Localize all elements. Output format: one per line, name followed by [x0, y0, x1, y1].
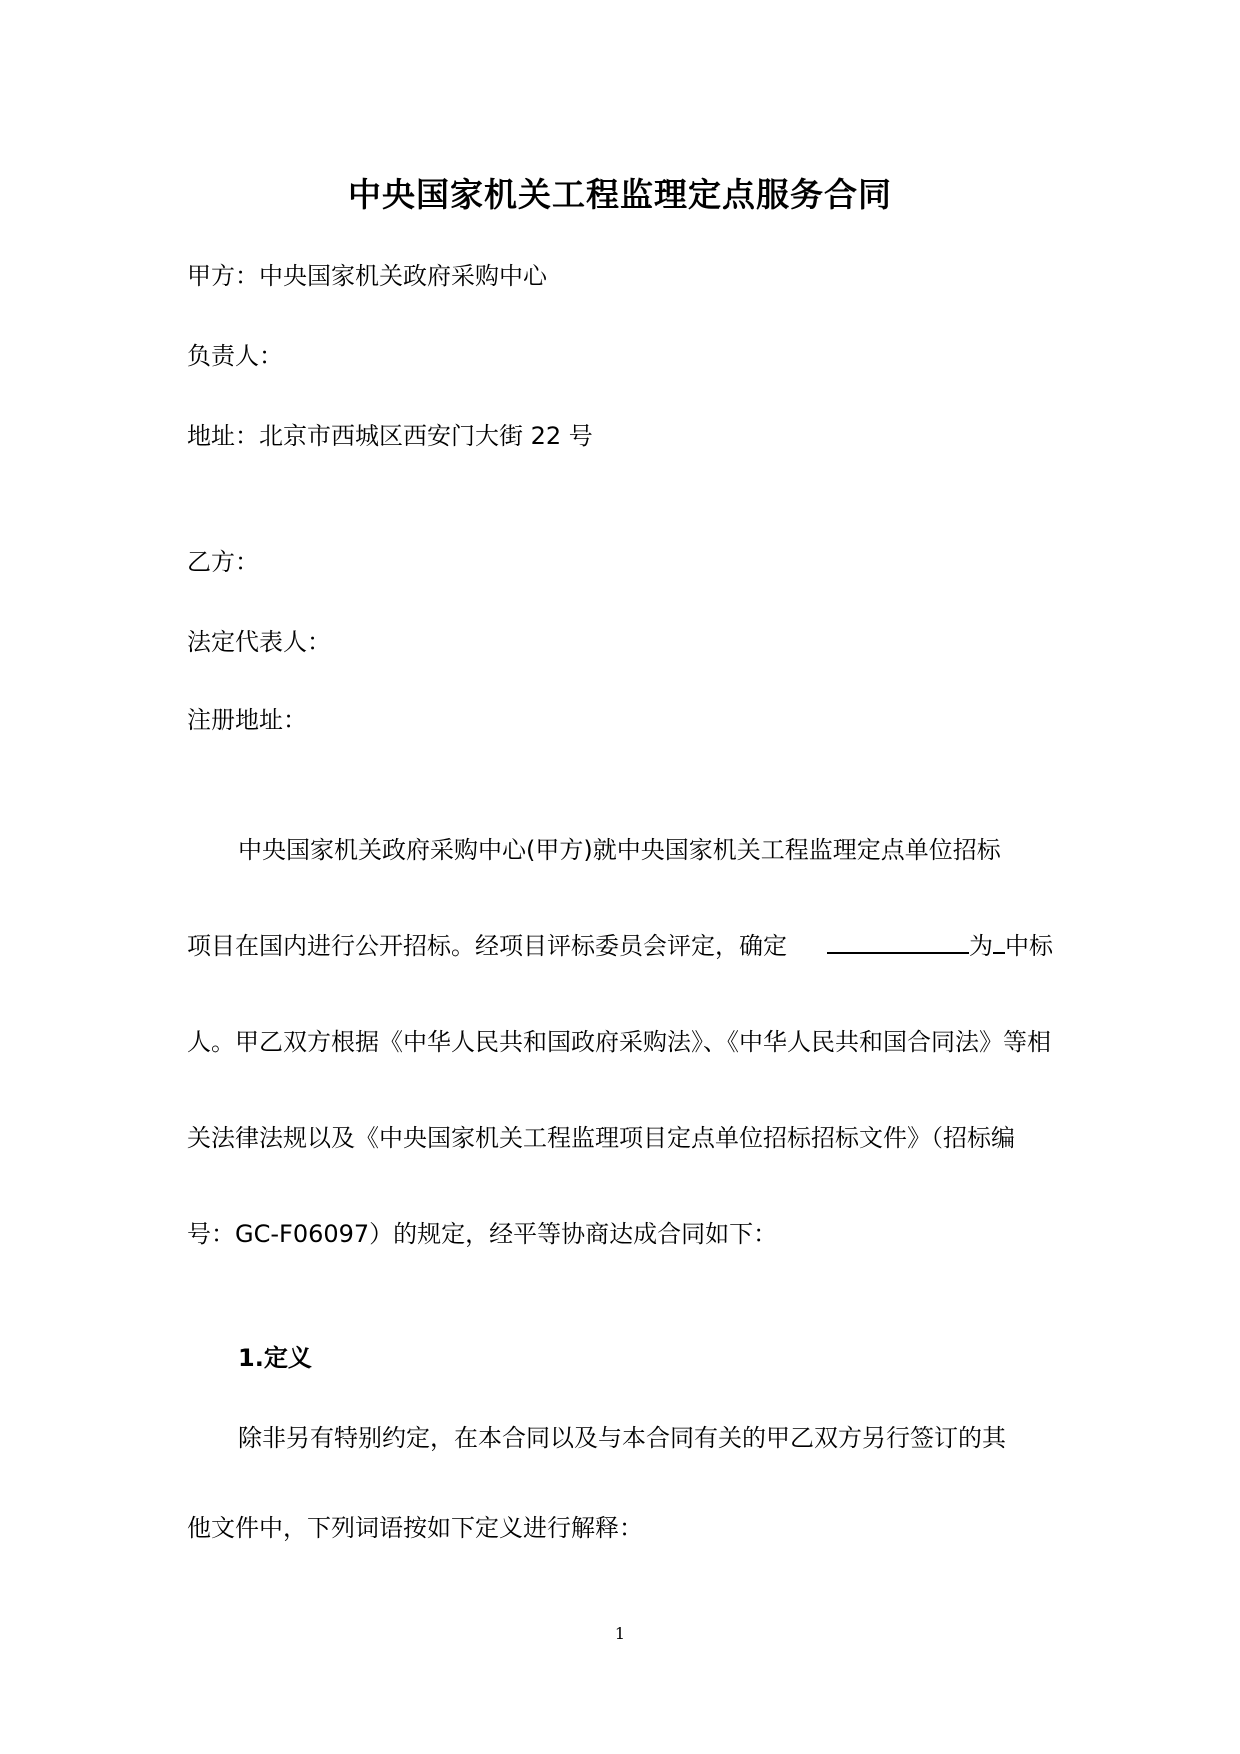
page-number: 1 — [614, 1624, 626, 1643]
party-a-name: 甲方：中央国家机关政府采购中心 — [187, 262, 547, 290]
small-blank — [993, 930, 1005, 954]
intro-line-2-before: 项目在国内进行公开招标。经项目评标委员会评定，确定 — [187, 932, 787, 960]
intro-line-5: 号：GC-F06097）的规定，经平等协商达成合同如下： — [187, 1220, 778, 1248]
party-a-address: 地址：北京市西城区西安门大街 22 号 — [187, 422, 593, 450]
winner-blank — [827, 930, 969, 954]
intro-line-2 — [187, 928, 1053, 964]
party-b-legal-rep: 法定代表人： — [187, 628, 331, 656]
intro-line-2-mid: 为 — [969, 932, 993, 960]
party-b-name: 乙方： — [187, 548, 259, 576]
intro-line-2-fill — [827, 928, 1053, 964]
section-1-heading: 1.定义 — [238, 1344, 312, 1372]
section-1-line-1: 除非另有特别约定，在本合同以及与本合同有关的甲乙双方另行签订的其 — [238, 1424, 1006, 1452]
party-b-reg-address: 注册地址： — [187, 706, 307, 734]
intro-line-2-row — [187, 928, 1053, 964]
intro-line-1: 中央国家机关政府采购中心(甲方)就中央国家机关工程监理定点单位招标 — [238, 836, 1001, 864]
section-1-line-2: 他文件中，下列词语按如下定义进行解释： — [187, 1514, 643, 1542]
intro-line-3: 人。甲乙双方根据《中华人民共和国政府采购法》、《中华人民共和国合同法》等相 — [187, 1028, 1051, 1056]
party-a-responsible: 负责人： — [187, 342, 283, 370]
intro-line-2-after: 中标 — [1005, 932, 1053, 960]
document-title: 中央国家机关工程监理定点服务合同 — [348, 175, 892, 214]
intro-line-4: 关法律法规以及《中央国家机关工程监理项目定点单位招标招标文件》（招标编 — [187, 1124, 1015, 1152]
